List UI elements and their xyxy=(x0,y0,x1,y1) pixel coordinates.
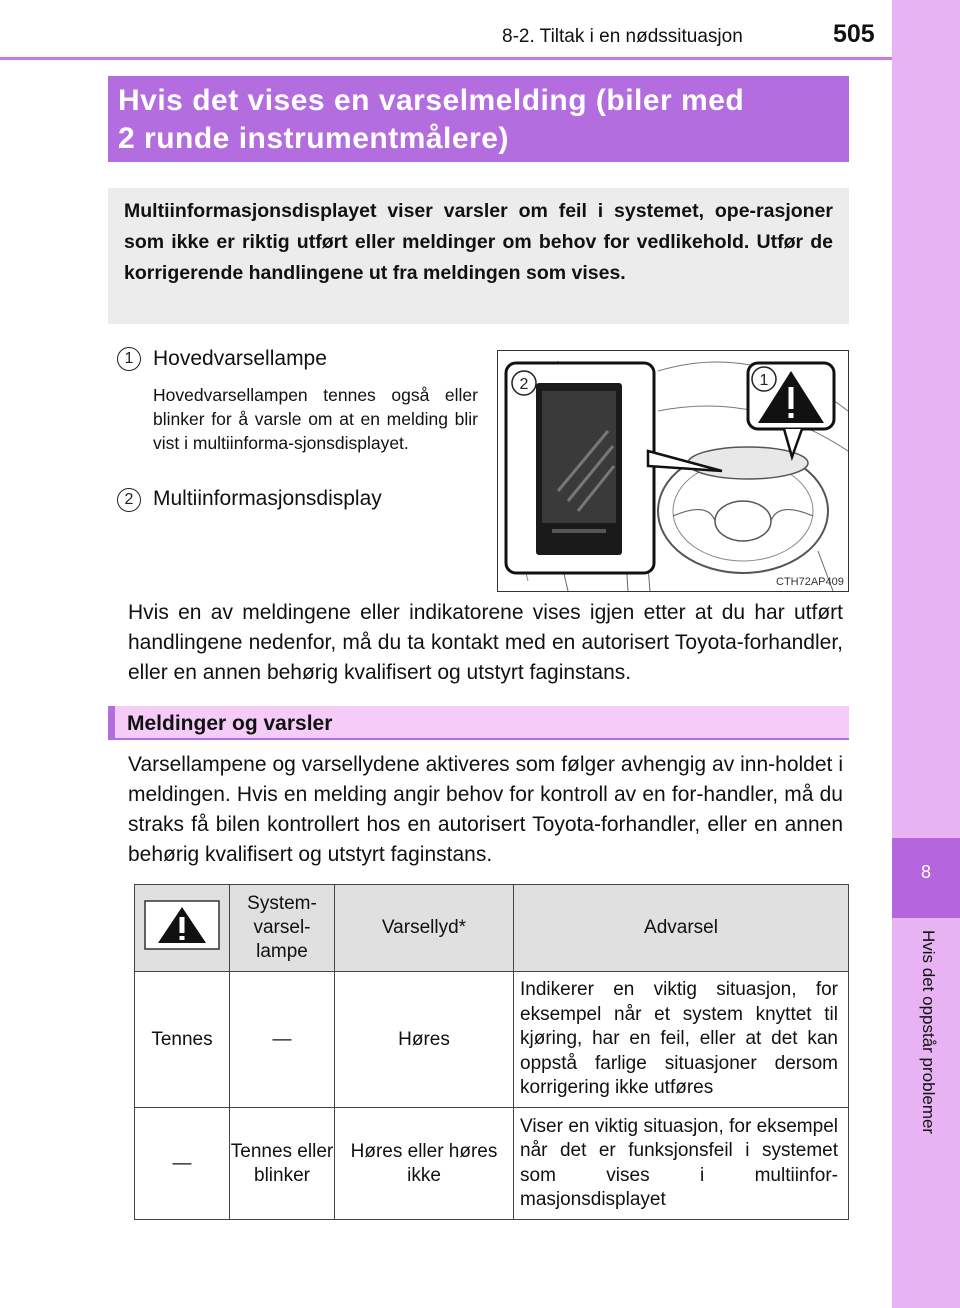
table-row xyxy=(135,972,849,1108)
chapter-number: 8 xyxy=(920,862,931,882)
row-2-sound: Høres eller høres ikke xyxy=(335,1108,514,1220)
row-1-system-lamp: — xyxy=(230,972,335,1108)
header-divider xyxy=(0,57,892,60)
intro-text: Multiinformasjonsdisplayet viser varsler om feil i systemet, ope-rasjoner som ikke er riktig utført eller meldinger om behov for vedlikehold. Utfør de korrigerende handlingene ut fra meldingen som vises. xyxy=(124,200,833,284)
title-line-2: 2 runde instrumentmålere) xyxy=(118,122,509,155)
table-header-row xyxy=(135,885,849,972)
row-2-warning: Viser en viktig situasjon, for eksempel når det er funksjonsfeil i systemet som vises i multiinfor-masjonsdisplayet xyxy=(514,1108,849,1220)
callout-1-label: 1 xyxy=(759,372,769,389)
subsection-heading-accent xyxy=(108,706,115,740)
row-1-sound: Høres xyxy=(335,972,514,1108)
row-2-master-lamp: — xyxy=(135,1108,230,1220)
chapter-label: Hvis det oppstår problemer xyxy=(919,930,938,1135)
item-1-description: Hovedvarsellampen tennes også eller blinker for å varsle om at en melding blir vist i multiinforma-sjonsdisplayet. xyxy=(153,385,478,453)
row-1-master-lamp: Tennes xyxy=(135,972,230,1108)
item-2-number: 2 xyxy=(117,488,141,512)
dashboard-illustration xyxy=(497,350,849,592)
intro-box xyxy=(108,188,849,324)
illustration-code: CTH72AP409 xyxy=(776,576,844,588)
warning-table xyxy=(134,884,849,1220)
callout-2-label: 2 xyxy=(519,376,529,393)
table-header-system-lamp: System-varsel-lampe xyxy=(230,885,335,972)
row-1-warning: Indikerer en viktig situasjon, for eksempel når et system knyttet til kjøring, har en feil, eller at det kan oppstå farlige situasjoner dersom korrigering ikke utføres xyxy=(514,972,849,1108)
title-line-1: Hvis det vises en varselmelding (biler med xyxy=(118,84,745,117)
master-warning-icon xyxy=(144,900,220,950)
title-banner xyxy=(108,76,849,162)
subsection-text: Varsellampene og varsellydene aktiveres som følger avhengig av inn-holdet i meldingen. Hvis en melding angir behov for kontroll av en for-handler, må du straks få bilen kontrollert hos en autorisert Toyota-forhandler, eller en annen behørig kvalifisert og utstyrt faginstans. xyxy=(128,753,843,866)
table-row xyxy=(135,1108,849,1220)
table-header-warning: Advarsel xyxy=(514,885,849,972)
contact-dealer-text: Hvis en av meldingene eller indikatorene vises igjen etter at du har utført handlingene nedenfor, må du ta kontakt med en autorisert Toyota-forhandler, eller en annen behørig kvalifisert og utstyrt faginstans. xyxy=(128,601,843,684)
subsection-heading: Meldinger og varsler xyxy=(127,712,333,735)
table-header-sound: Varsellyd* xyxy=(335,885,514,972)
item-2-title: Multiinformasjonsdisplay xyxy=(153,487,382,510)
page-number: 505 xyxy=(833,20,875,48)
table-header-icon-cell xyxy=(135,885,230,972)
item-1-number: 1 xyxy=(117,347,141,371)
section-path: 8-2. Tiltak i en nødssituasjon xyxy=(502,26,743,47)
item-1-title: Hovedvarsellampe xyxy=(153,347,327,370)
dashboard-drawing xyxy=(498,351,849,592)
row-2-system-lamp: Tennes eller blinker xyxy=(230,1108,335,1220)
